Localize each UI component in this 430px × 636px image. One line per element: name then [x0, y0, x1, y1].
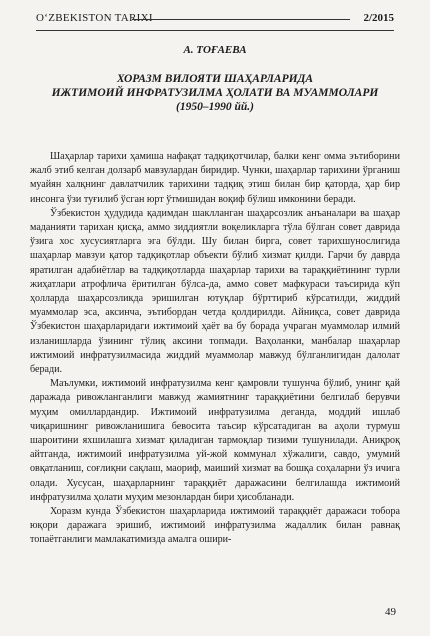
header-rule-top [132, 19, 350, 20]
title-line-1: ХОРАЗМ ВИЛОЯТИ ШАҲАРЛАРИДА [116, 73, 314, 85]
page-number: 49 [385, 606, 396, 618]
paragraph-2: Ўзбекистон ҳудудида қадимдан шаклланган шаҳарсозлик анъаналари ва шаҳар маданияти тарихан қисқа, аммо зиддиятли воқеликларга тўла бўлган совет даврида ўзига хос хусусиятларга эга бўлди. Шу билан бирга, совет тарихшунослигида шаҳарлар мавзуи қатор тадқиқотлар объекти бўлиб хизмат қилди. Гарчи бу даврда яратилган адабиётлар ва тадқиқотларда шаҳарлар тарихи ва тараққиётининг турли жиҳатлари атрофлича ёритилган бўлса-да, аммо совет мафкураси таъсирида кўп ҳолларда шаҳарсозликда эришилган ютуқлар бўрттириб кўрсатилди, жиддий муаммолар эса, аксинча, эътибордан четда қолдирилди. Айниқса, совет даврида Ўзбекистон шаҳарларидаги ижтимоий ҳаёт ва бу борада учраган муаммолар илмий изланишларда ўзининг тўлиқ аксини топмади. Ваҳоланки, манбалар шаҳарлар ижтимоий инфратузилмасида жиддий муаммолар мавжуд бўлганлигидан далолат беради. [30, 207, 400, 376]
article-author: А. ТОҒАЕВА [183, 44, 247, 56]
paragraph-3: Маълумки, ижтимоий инфратузилма кенг қамровли тушунча бўлиб, унинг қай даражада ривожланганлиги мавжуд жамиятнинг тараққиётини белгилаб берувчи муҳим омиллардандир. Ижтимоий инфратузилма деганда, моддий ишлаб чиқаришнинг ривожланишига бевосита таъсир кўрсатадиган ва аҳоли турмуш шароитини яхшилашга хизмат қиладиган тармоқлар тизими тушунилади. Аниқроқ айтганда, ижтимоий инфратузилма уй-жой коммунал хўжалиги, савдо, умумий овқатланиш, соғлиқни сақлаш, маориф, маиший хизмат ва бошқа соҳаларни ўз ичига олади. Хусусан, шаҳарларнинг тараққиёт даражасини белгилашда ижтимоий инфратузилма ҳолати муҳим мезонлардан бири ҳисобланади. [30, 378, 400, 503]
header-rule-bottom [36, 30, 394, 31]
article-body [30, 150, 400, 548]
title-line-3: (1950–1990 йй.) [176, 101, 254, 113]
journal-name: O‘ZBEKISTON TARIXI [36, 12, 153, 24]
article-title [30, 72, 400, 114]
issue-number: 2/2015 [363, 12, 394, 24]
paragraph-1: Шаҳарлар тарихи ҳамиша нафақат тадқиқотчилар, балки кенг омма эътиборини жалб этиб келган долзарб мавзулардан биридир. Чунки, шаҳарлар тарихини ўрганиш муайян халқнинг давлатчилик тарихини тадқиқ этиш билан бир қаторда, ҳар бир инсонга ўзи туғилиб ўсган юрт ўтмишидан воқиф бўлиш имконини беради. [30, 151, 400, 205]
title-line-2: ИЖТИМОИЙ ИНФРАТУЗИЛМА ҲОЛАТИ ВА МУАММОЛАРИ [51, 87, 379, 99]
running-header [36, 8, 394, 26]
paragraph-4: Хоразм кунда Ўзбекистон шаҳарларида ижтимоий тараққиёт даражаси тобора юқори даражага эришиб, ижтимоий инфратузилма жадаллик билан равнақ топаётганлиги мамлакатимизда амалга ошири- [30, 506, 400, 546]
